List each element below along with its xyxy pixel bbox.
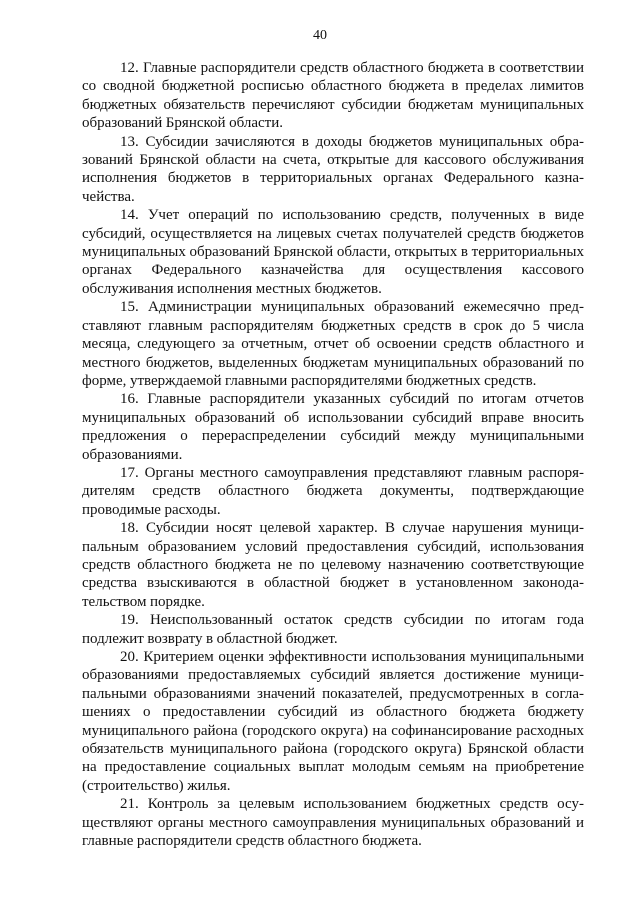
paragraph-13: 13. Субсидии зачисляются в доходы бюджетов муниципальных образований Брянской области на счета, открытые для кассового обслуживания исполнения бюджетов в территориальных органах Федерального казначейства. xyxy=(82,133,584,205)
paragraph-16: 16. Главные распорядители указанных субсидий по итогам отчетов муниципальных образований об использовании субсидий вправе вносить предложения о перераспределении субсидий между муниципальными образованиями. xyxy=(82,391,584,463)
paragraph-14: 14. Учет операций по использованию средств, полученных в виде субсидий, осуществляется на лицевых счетах получателей средств бюджетов муниципальных образований Брянской области, открытых в территориальных органах Федерального казначейства для осуществления кассового обслуживания исполнения местных бюджетов. xyxy=(82,207,584,297)
paragraph-15: 15. Администрации муниципальных образований ежемесячно представляют главным распорядителям бюджетных средств в срок до 5 числа месяца, следующего за отчетным, отчет об освоении средств областного и местного бюджетов, выделенных бюджетам муниципальных образований по форме, утверждаемой главными распорядителями бюджетных средств. xyxy=(82,299,584,389)
paragraph-19: 19. Неиспользованный остаток средств субсидии по итогам года подлежит возврату в областной бюджет. xyxy=(82,612,584,647)
page-number: 40 xyxy=(313,28,327,43)
paragraph-21: 21. Контроль за целевым использованием бюджетных средств осуществляют органы местного самоуправления муниципальных образований и главные распорядители средств областного бюджета. xyxy=(82,796,584,850)
document-body xyxy=(82,59,584,850)
paragraph-18: 18. Субсидии носят целевой характер. В случае нарушения муниципальным образованием условий предоставления субсидий, использования средств областного бюджета не по целевому назначению соответствующие средства взыскиваются в областной бюджет в установленном законодательством порядке. xyxy=(82,520,584,610)
paragraph-20: 20. Критерием оценки эффективности использования муниципальными образованиями предоставляемых субсидий является достижение муниципальными образованиями значений показателей, предусмотренных в соглашениях о предоставлении субсидий из областного бюджета бюджету муниципального района (городского округа) на софинансирование расходных обязательств муниципального района (городского округа) Брянской области на предоставление социальных выплат молодым семьям на приобретение (строительство) жилья. xyxy=(82,649,584,794)
paragraph-12: 12. Главные распорядители средств областного бюджета в соответствии со сводной бюджетной росписью областного бюджета в пределах лимитов бюджетных обязательств перечисляют субсидии бюджетам муниципальных образований Брянской области. xyxy=(82,60,584,132)
paragraph-17: 17. Органы местного самоуправления представляют главным распорядителям средств областного бюджета документы, подтверждающие проводимые расходы. xyxy=(82,464,584,518)
